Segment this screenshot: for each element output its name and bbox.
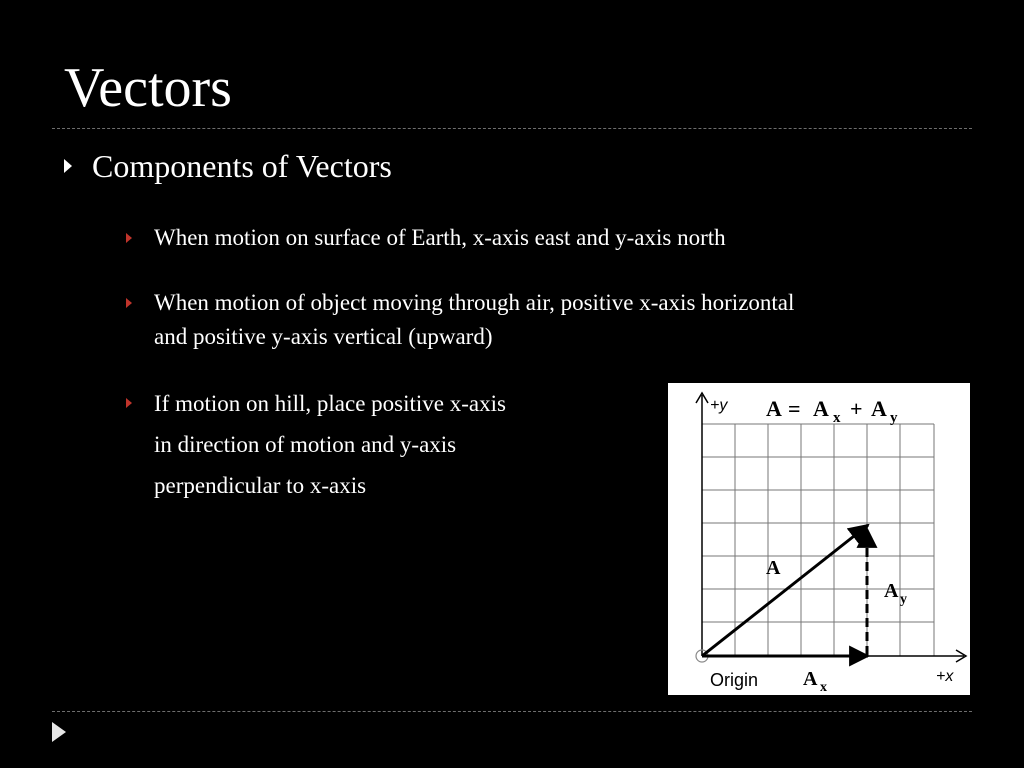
- slide-title: Vectors: [64, 57, 232, 119]
- level1-text: Components of Vectors: [92, 148, 392, 184]
- axis-x-label: +x: [936, 668, 954, 685]
- top-divider: [52, 128, 972, 129]
- level1-bullet: [64, 146, 392, 186]
- equation-term-a: A: [813, 396, 828, 421]
- vector-a-label: A: [766, 557, 781, 579]
- vector-a: [702, 525, 868, 656]
- bullet-3-line-1: If motion on hill, place positive x-axis: [154, 391, 506, 416]
- bottom-divider: [52, 711, 972, 712]
- red-bullet-icon: [126, 233, 132, 243]
- bullet-item-1: [154, 221, 726, 255]
- equation-term-b: A: [871, 396, 886, 421]
- origin-label: Origin: [710, 670, 759, 690]
- component-y-label: A y: [884, 580, 907, 607]
- equation-plus: +: [850, 396, 863, 421]
- bullet-2-line-1: When motion of object moving through air, positive x-axis horizontal: [154, 290, 795, 315]
- bullet-2-line-2: and positive y-axis vertical (upward): [154, 324, 493, 349]
- equation-term-b-sub: y: [890, 410, 898, 426]
- red-bullet-icon: [126, 398, 132, 408]
- bullet-3-line-3: perpendicular to x-axis: [154, 473, 367, 498]
- equation-lhs: A: [766, 396, 781, 421]
- bullet-item-3: [154, 383, 506, 506]
- bullet-triangle-icon: [64, 159, 72, 173]
- next-slide-icon[interactable]: [52, 722, 66, 742]
- component-x-label: A x: [803, 668, 827, 695]
- equation-term-a-sub: x: [833, 410, 841, 426]
- bullet-3-line-2: in direction of motion and y-axis: [154, 432, 457, 457]
- bullet-item-2: [154, 286, 794, 354]
- grid: [702, 424, 934, 656]
- equation-equals: =: [788, 396, 801, 421]
- equation: [766, 396, 898, 427]
- axis-y-label: +y: [710, 397, 728, 414]
- red-bullet-icon: [126, 298, 132, 308]
- vector-components-diagram: [668, 383, 970, 695]
- bullet-1-line-1: When motion on surface of Earth, x-axis east and y-axis north: [154, 225, 726, 250]
